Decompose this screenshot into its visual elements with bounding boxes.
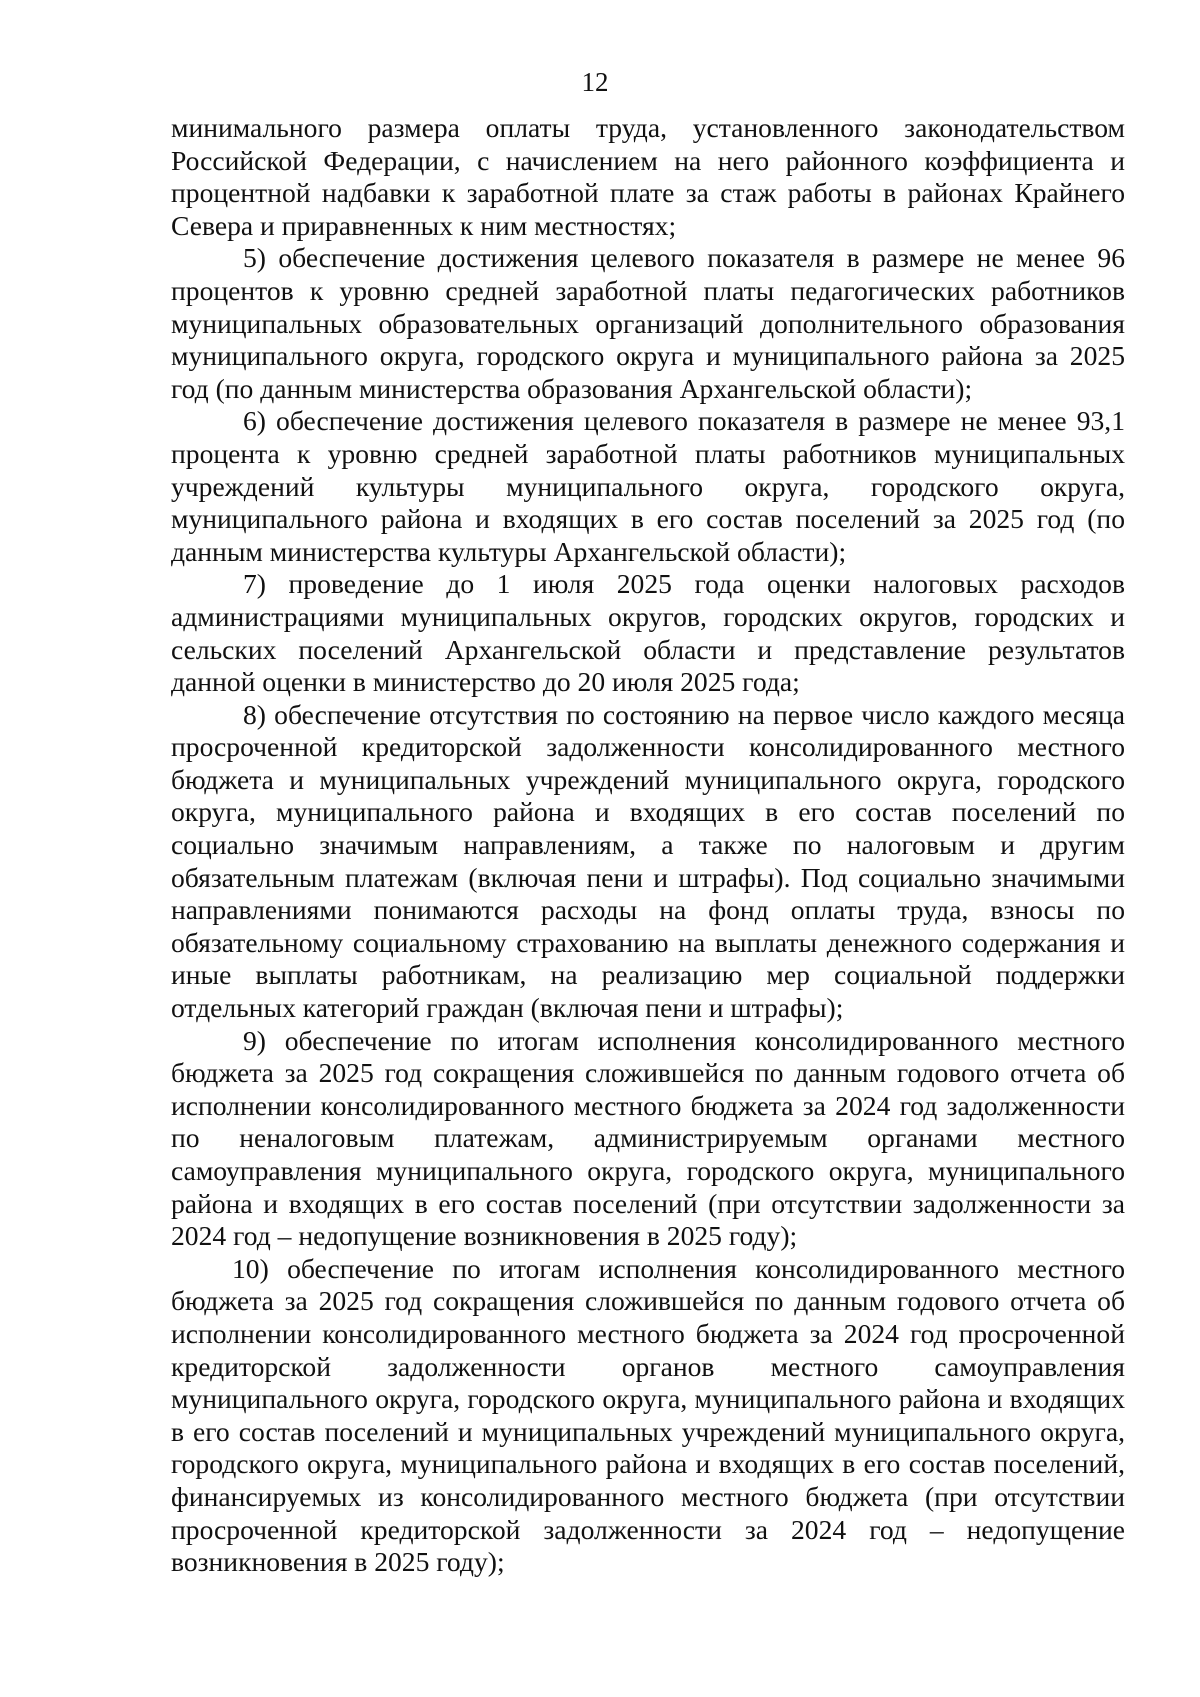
paragraph-item-10: 10) обеспечение по итогам исполнения консолидированного местного бюджета за 2025 год сокращения сложившейся по данным годового отчета об исполнении консолидированного местного бюджета за 2024 год просроченной кредиторской задолженности органов местного самоуправления муниципального округа, городского округа, муниципального района и входящих в его состав поселений и муниципальных учреждений муниципального округа, городского округа, муниципального района и входящих в его состав поселений, финансируемых из консолидированного местного бюджета (при отсутствии просроченной кредиторской задолженности за 2024 год – недопущение возникновения в 2025 году); (171, 1252, 1125, 1578)
paragraph-item-9: 9) обеспечение по итогам исполнения консолидированного местного бюджета за 2025 год сокращения сложившейся по данным годового отчета об исполнении консолидированного местного бюджета за 2024 год задолженности по неналоговым платежам, администрируемым органами местного самоуправления муниципального округа, городского округа, муниципального района и входящих в его состав поселений (при отсутствии задолженности за 2024 год – недопущение возникновения в 2025 году); (171, 1024, 1125, 1252)
paragraph-continuation: минимального размера оплаты труда, установленного законодательством Российской Федерации, с начислением на него районного коэффициента и процентной надбавки к заработной плате за стаж работы в районах Крайнего Севера и приравненных к ним местностях; (171, 112, 1125, 241)
paragraph-item-6: 6) обеспечение достижения целевого показателя в размере не менее 93,1 процента к уровню средней заработной платы работников муниципальных учреждений культуры муниципального округа, городского округа, муниципального района и входящих в его состав поселений за 2025 год (по данным министерства культуры Архангельской области); (171, 405, 1125, 567)
page-number: 12 (581, 67, 609, 97)
paragraph-item-5: 5) обеспечение достижения целевого показателя в размере не менее 96 процентов к уровню средней заработной платы педагогических работников муниципальных образовательных организаций дополнительного образования муниципального округа, городского округа и муниципального района за 2025 год (по данным министерства образования Архангельской области); (171, 242, 1125, 404)
paragraph-item-8: 8) обеспечение отсутствия по состоянию на первое число каждого месяца просроченной кредиторской задолженности консолидированного местного бюджета и муниципальных учреждений муниципального округа, городского округа, муниципального района и входящих в его состав поселений по социально значимым направлениям, а также по налоговым и другим обязательным платежам (включая пени и штрафы). Под социально значимыми направлениями понимаются расходы на фонд оплаты труда, взносы по обязательному социальному страхованию на выплаты денежного содержания и иные выплаты работникам, на реализацию мер социальной поддержки отдельных категорий граждан (включая пени и штрафы); (171, 698, 1125, 1024)
document-body (171, 112, 1125, 1579)
paragraph-item-7: 7) проведение до 1 июля 2025 года оценки налоговых расходов администрациями муниципальных округов, городских округов, городских и сельских поселений Архангельской области и представление результатов данной оценки в министерство до 20 июля 2025 года; (171, 568, 1125, 698)
